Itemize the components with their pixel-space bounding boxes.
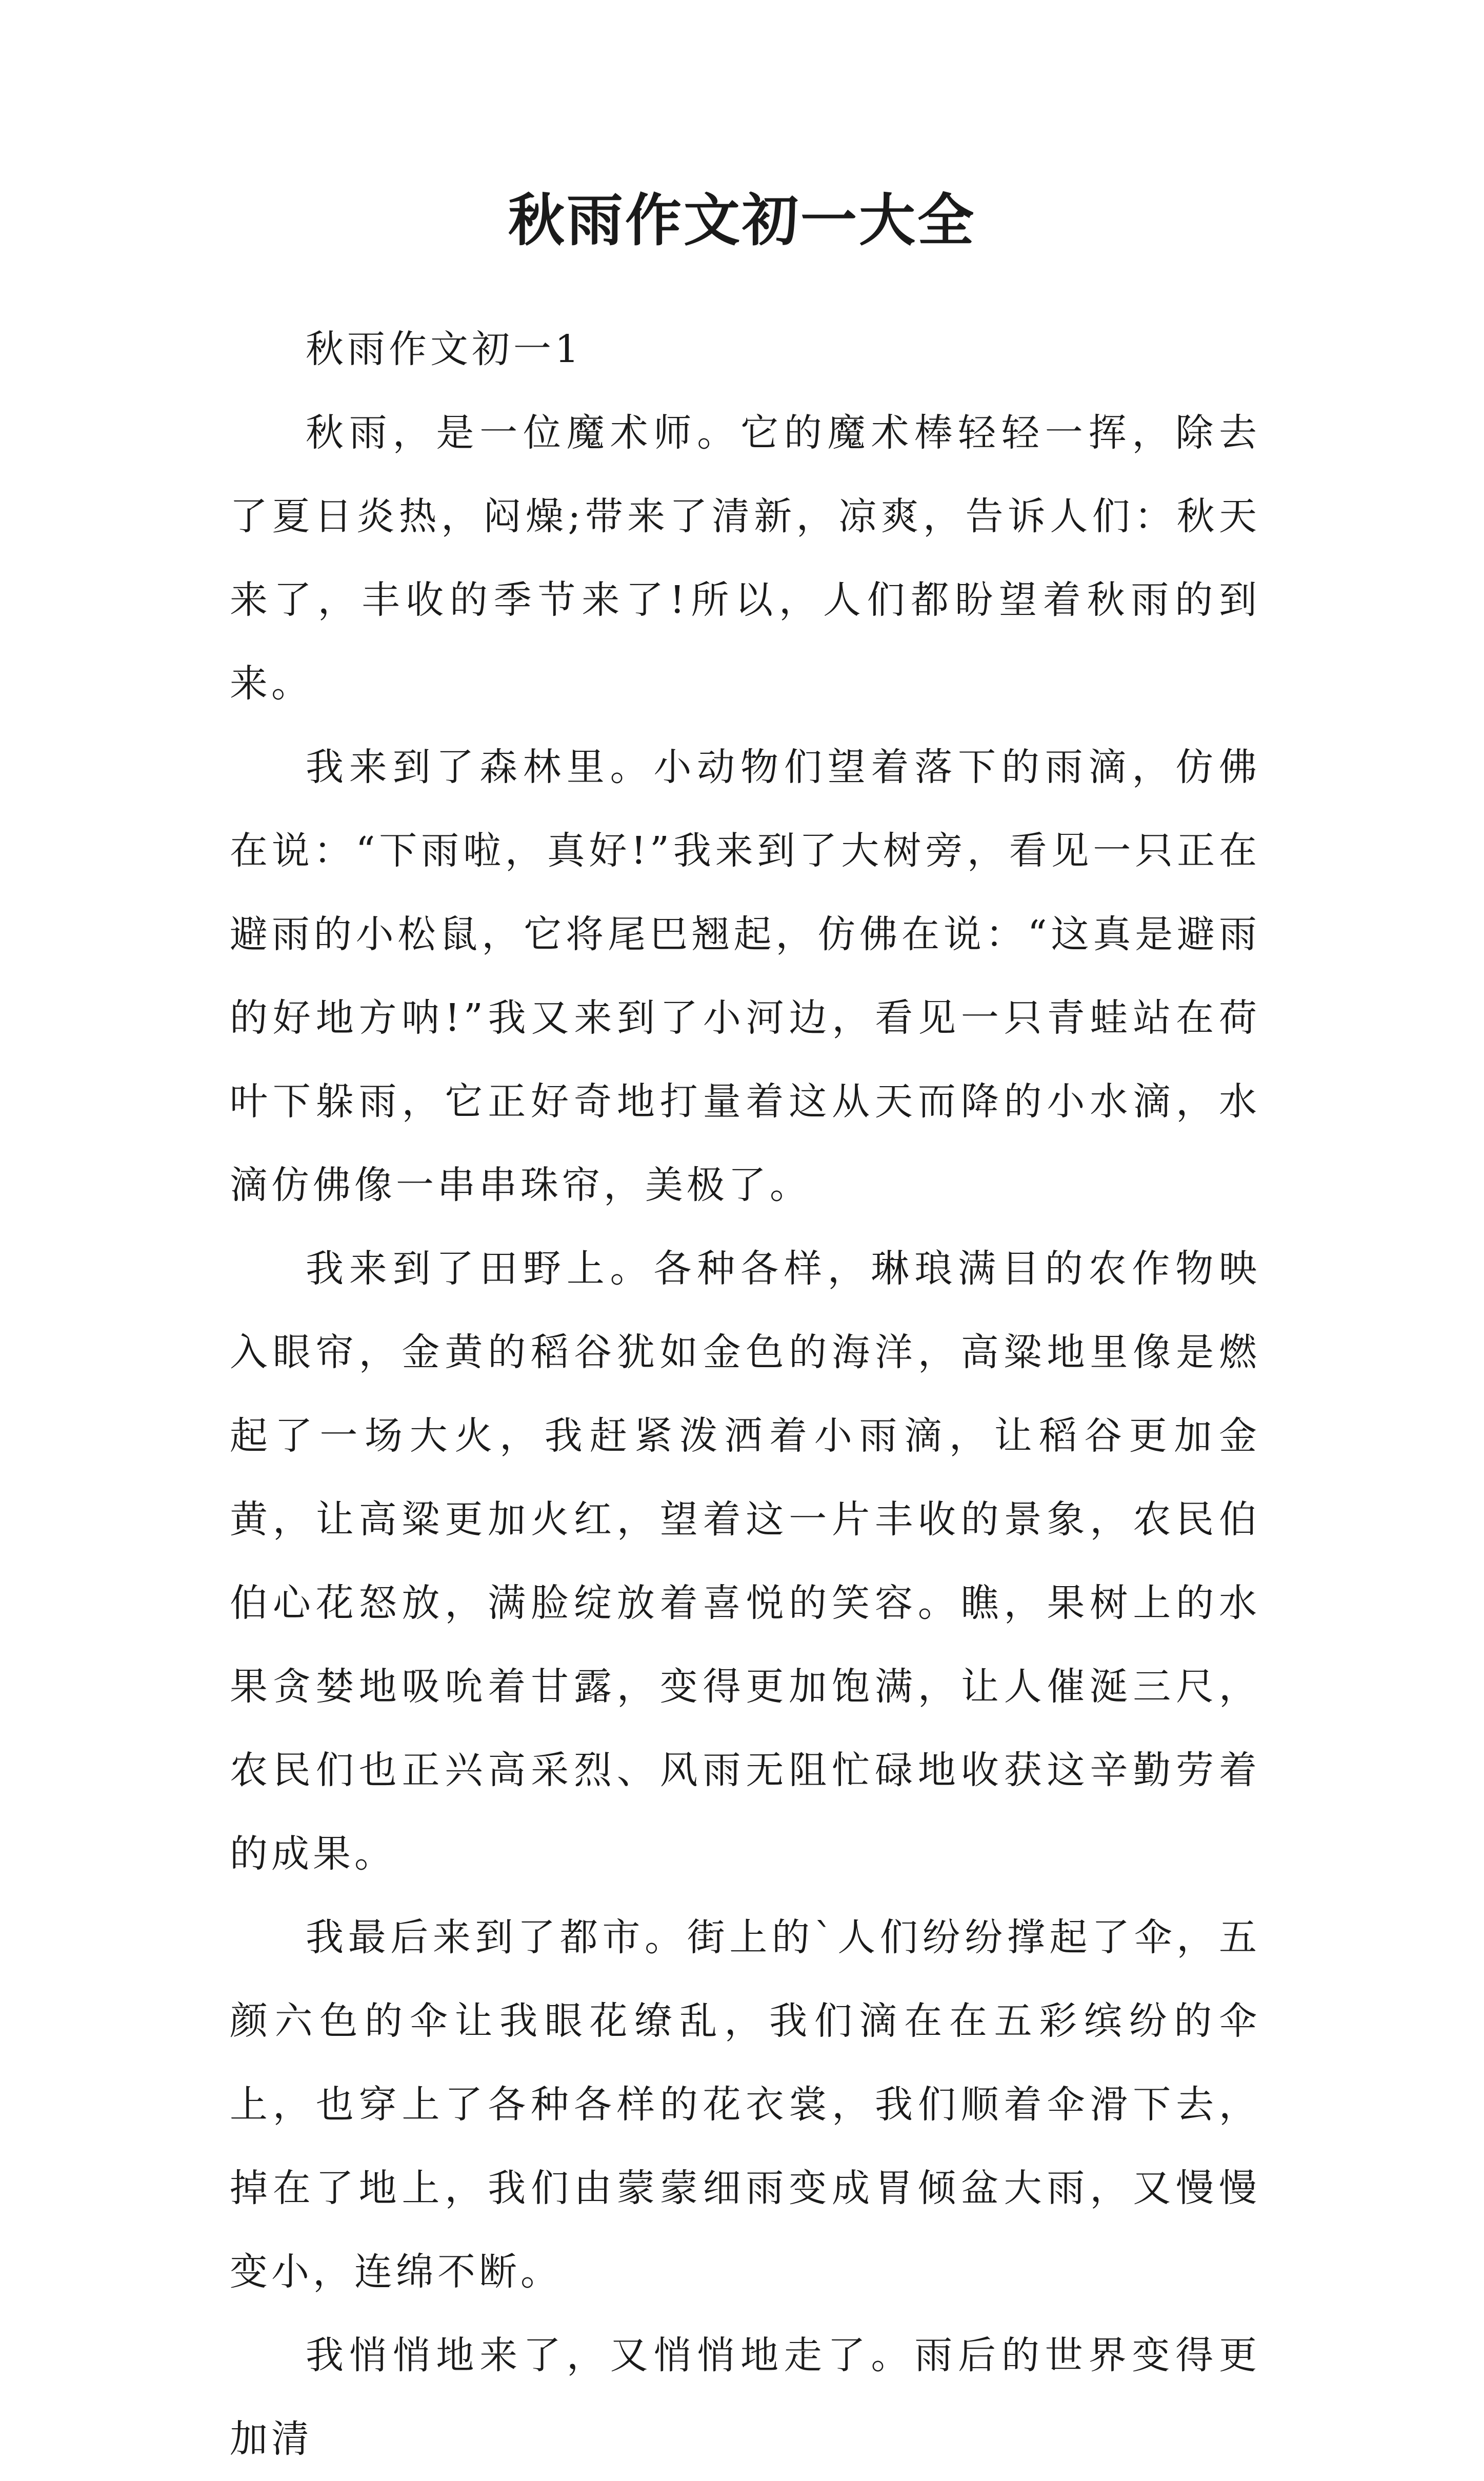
paragraph-5: 我悄悄地来了，又悄悄地走了。雨后的世界变得更加清 [230,2333,1260,2461]
document-title: 秋雨作文初一大全 [508,187,976,253]
document-body [230,308,1260,2481]
paragraph-4: 我最后来到了都市。街上的`人们纷纷撑起了伞，五颜六色的伞让我眼花缭乱，我们滴在在五彩缤纷的伞上，也穿上了各种各样的花衣裳，我们顺着伞滑下去，掉在了地上，我们由蒙蒙细雨变成胃倾盆大雨，又慢慢变小，连绵不断。 [230,1915,1260,2294]
paragraph-3: 我来到了田野上。各种各样，琳琅满目的农作物映入眼帘，金黄的稻谷犹如金色的海洋，高粱地里像是燃起了一场大火，我赶紧泼洒着小雨滴，让稻谷更加金黄，让高粱更加火红，望着这一片丰收的景象，农民伯伯心花怒放，满脸绽放着喜悦的笑容。瞧，果树上的水果贪婪地吸吮着甘露，变得更加饱满，让人催涎三尺，农民们也正兴高采烈、风雨无阻忙碌地收获这辛勤劳着的成果。 [230,1247,1260,1876]
paragraph-1: 秋雨，是一位魔术师。它的魔术棒轻轻一挥，除去了夏日炎热，闷燥;带来了清新，凉爽，告诉人们：秋天来了，丰收的季节来了!所以，人们都盼望着秋雨的到来。 [230,411,1260,706]
paragraph-2: 我来到了森林里。小动物们望着落下的雨滴，仿佛在说：“下雨啦，真好!”我来到了大树旁，看见一只正在避雨的小松鼠，它将尾巴翘起，仿佛在说：“这真是避雨的好地方呐!”我又来到了小河边，看见一只青蛙站在荷叶下躲雨，它正好奇地打量着这从天而降的小水滴，水滴仿佛像一串串珠帘，美极了。 [230,745,1260,1207]
section-heading: 秋雨作文初一1 [306,327,583,371]
